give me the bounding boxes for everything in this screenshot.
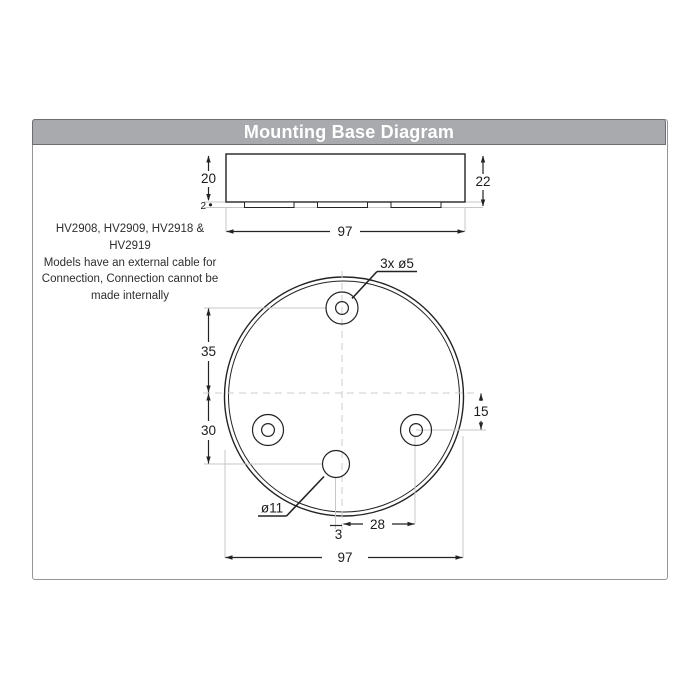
note-line: made internally xyxy=(91,290,169,303)
dim-body-height-label: 20 xyxy=(200,171,217,186)
base-feet xyxy=(245,202,442,208)
arrowhead xyxy=(206,386,210,393)
arrowhead xyxy=(408,522,415,526)
cable-hole-label: ø11 xyxy=(260,500,284,516)
note-line: HV2908, HV2909, HV2918 & HV2919 xyxy=(55,223,205,252)
note-line: Connection, Connection cannot be xyxy=(41,273,219,286)
dim-feet-marker xyxy=(209,203,212,206)
arrowhead xyxy=(206,394,210,401)
arrowhead xyxy=(226,555,233,559)
dim-top-hole-label: 35 xyxy=(200,344,217,359)
arrowhead xyxy=(206,156,210,163)
plate-outer-circle xyxy=(225,277,464,516)
base-body-outline xyxy=(226,154,465,202)
arrowhead xyxy=(456,555,463,559)
dim-total-height-label: 22 xyxy=(475,174,491,189)
dim-side-width-label: 97 xyxy=(337,224,353,239)
arrowhead xyxy=(344,522,351,526)
dim-offset-label: 3 xyxy=(334,527,343,542)
arrowhead xyxy=(227,229,234,233)
arrowhead xyxy=(481,200,485,207)
diagram-title: Mounting Base Diagram xyxy=(243,121,455,142)
arrowhead xyxy=(481,156,485,163)
note-line: Models have an external cable for xyxy=(43,256,217,269)
side-view-drawing xyxy=(200,154,490,239)
arrowhead xyxy=(206,194,210,201)
arrowhead xyxy=(206,309,210,316)
dim-right-hole-label: 28 xyxy=(369,517,386,532)
dim-diameter-label: 97 xyxy=(337,550,353,565)
arrowhead xyxy=(206,457,210,464)
top-view-drawing xyxy=(201,256,489,565)
dim-bottom-hole-label: 30 xyxy=(200,423,217,438)
arrowhead xyxy=(479,394,483,401)
dim-feet-height-label: 2 xyxy=(200,201,206,212)
arrowhead xyxy=(479,423,483,430)
dim-side-holes-label: 15 xyxy=(473,404,489,419)
arrowhead xyxy=(458,229,465,233)
screw-holes-label: 3x ø5 xyxy=(380,256,414,271)
